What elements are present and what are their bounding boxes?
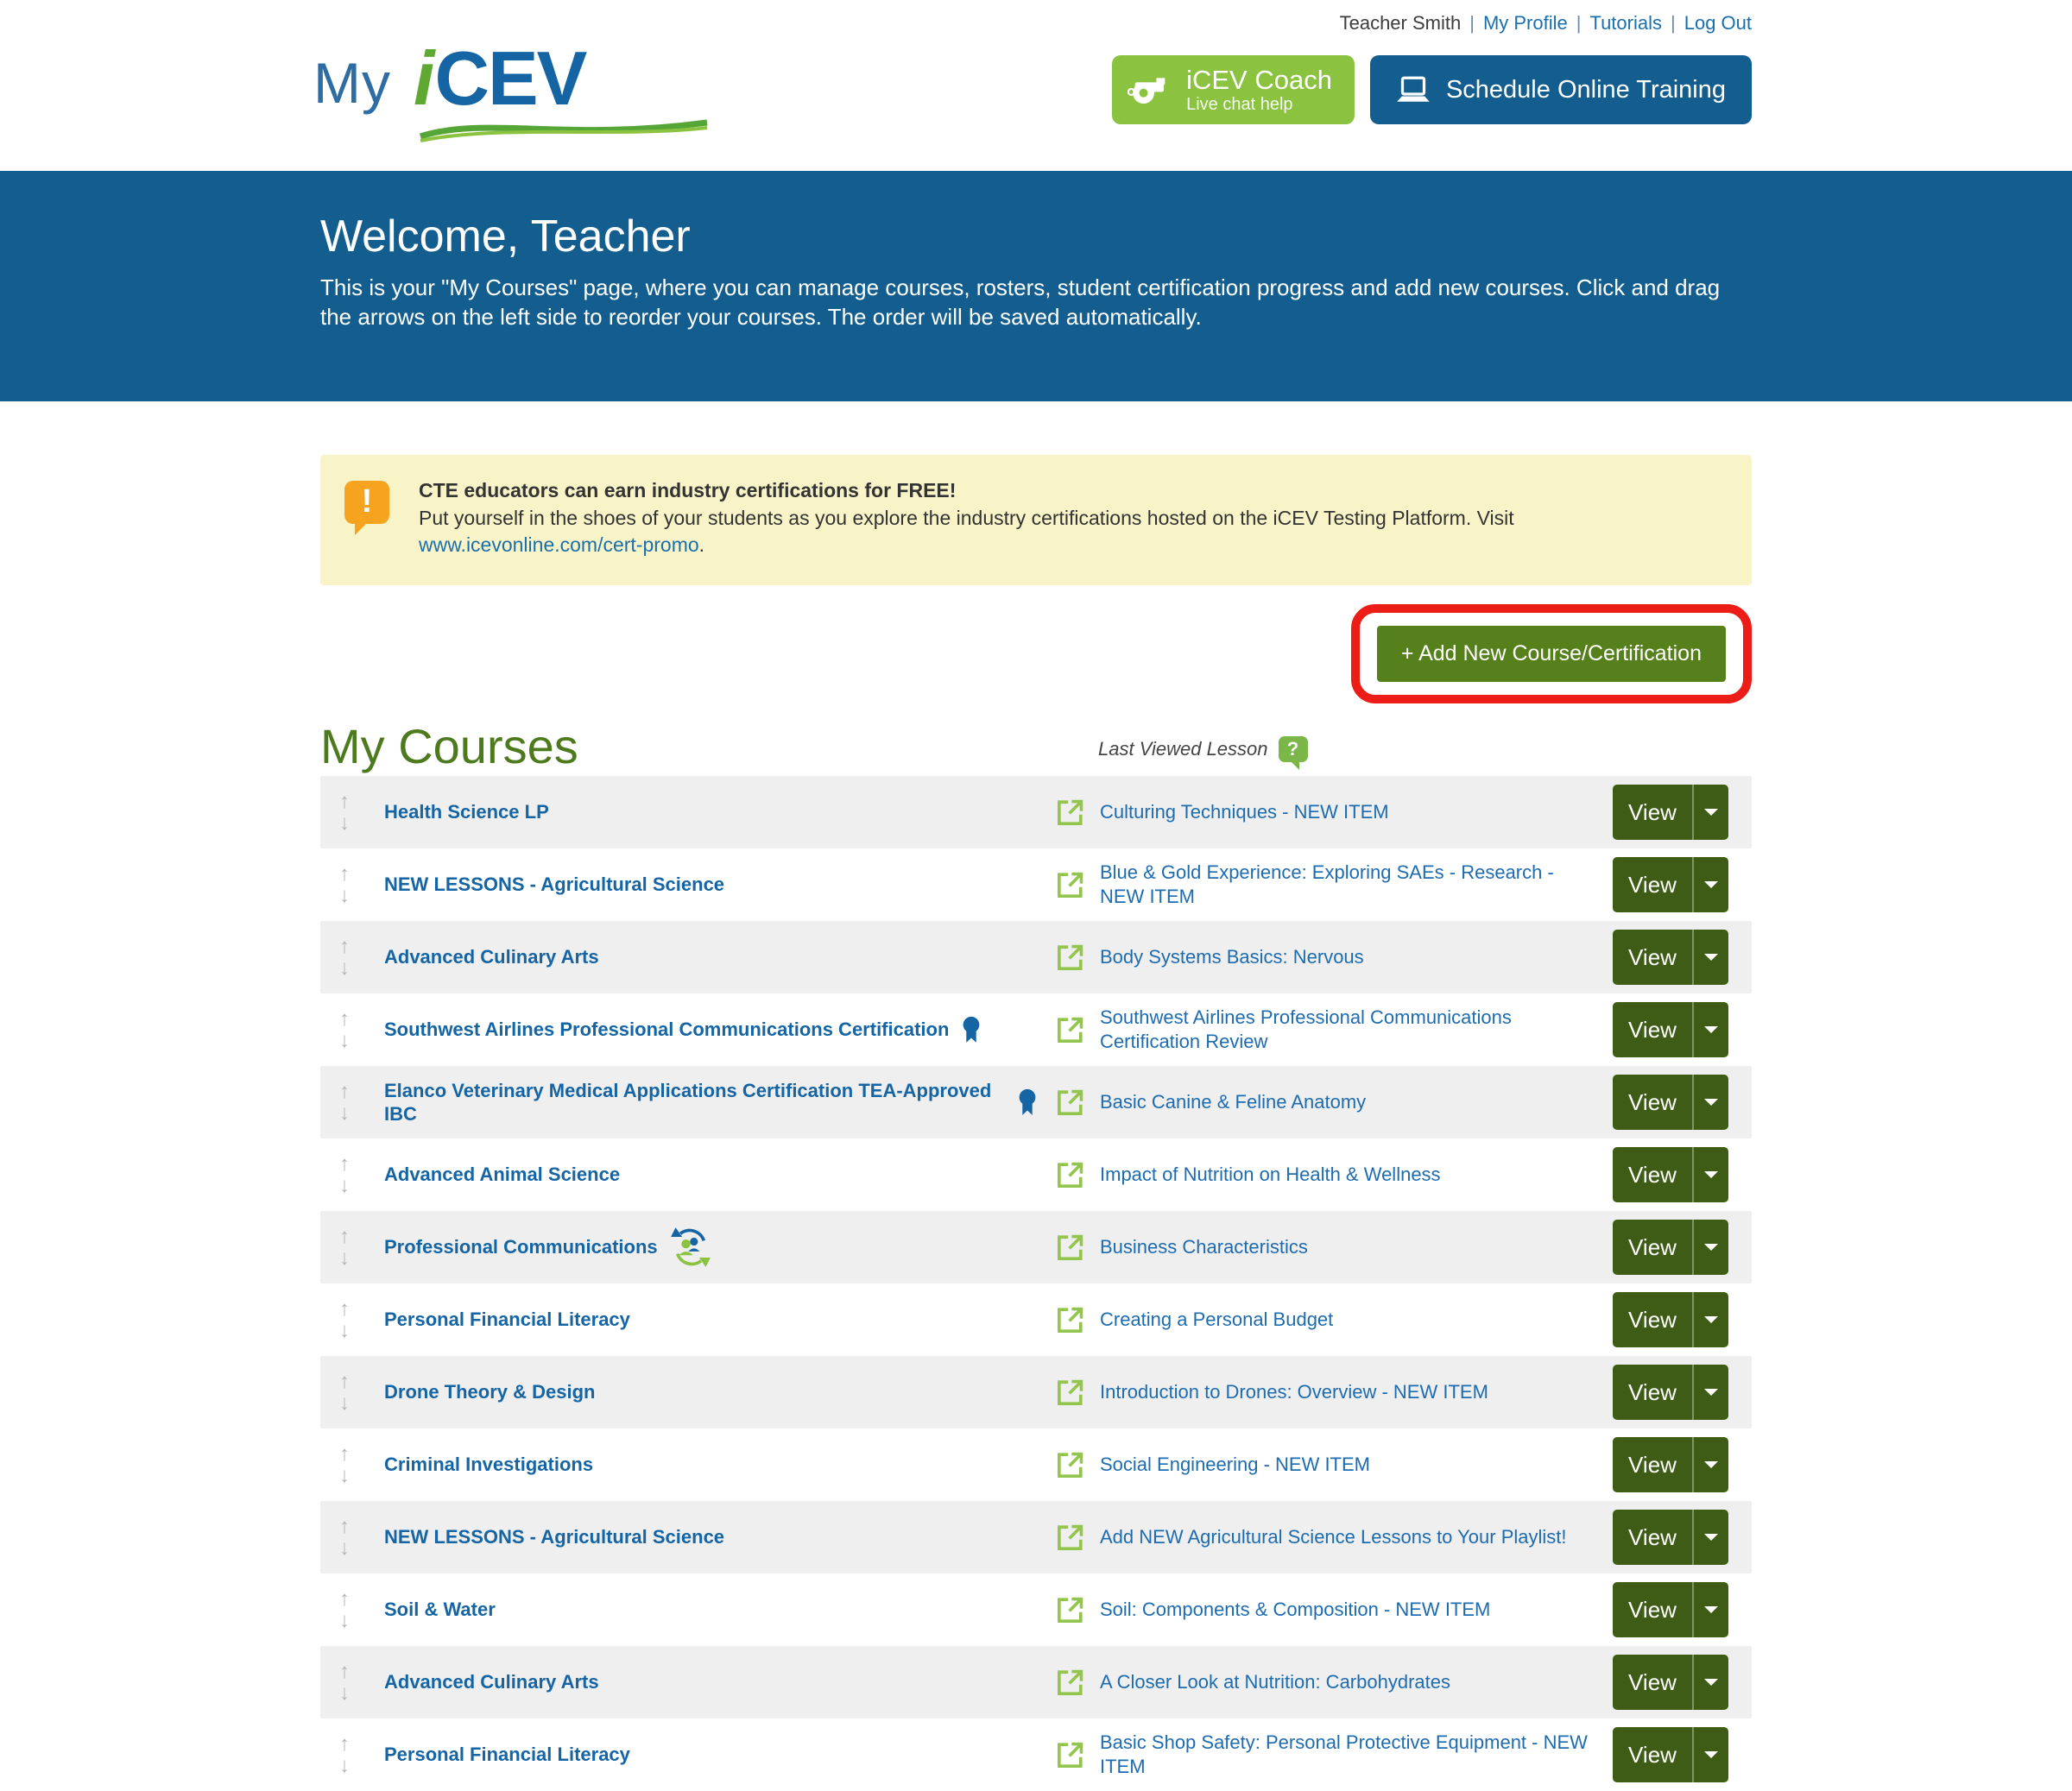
nav-link-log-out[interactable]: Log Out: [1684, 12, 1752, 34]
course-name-link[interactable]: Advanced Culinary Arts: [384, 946, 599, 968]
move-up-arrow-icon: ↑: [339, 1587, 350, 1611]
view-dropdown-button[interactable]: [1692, 1365, 1728, 1420]
last-viewed-lesson-link[interactable]: Business Characteristics: [1100, 1235, 1308, 1258]
reorder-drag-handle[interactable]: [320, 1081, 384, 1124]
course-row: [320, 848, 1752, 921]
course-name-link[interactable]: Professional Communications: [384, 1236, 658, 1258]
page-header: [0, 0, 2072, 171]
external-link-icon[interactable]: [1055, 797, 1086, 828]
course-name-link[interactable]: Personal Financial Literacy: [384, 1309, 630, 1331]
last-viewed-lesson-link[interactable]: Creating a Personal Budget: [1100, 1308, 1334, 1330]
view-button-group: [1613, 1437, 1728, 1492]
reorder-drag-handle[interactable]: [320, 1226, 384, 1269]
nav-separator: |: [1576, 12, 1582, 34]
view-button[interactable]: View: [1613, 1655, 1692, 1710]
view-button-group: [1613, 1582, 1728, 1637]
view-button-group: [1613, 1365, 1728, 1420]
move-down-arrow-icon: ↓: [339, 1754, 350, 1778]
caret-down-icon: [1704, 1606, 1718, 1620]
caret-down-icon: [1704, 881, 1718, 895]
certification-ribbon-icon: [961, 1016, 982, 1044]
view-button-group: [1613, 1655, 1728, 1710]
caret-down-icon: [1704, 1316, 1718, 1330]
move-up-arrow-icon: ↑: [339, 1007, 350, 1031]
external-link-icon[interactable]: [1055, 1667, 1086, 1698]
view-button[interactable]: View: [1613, 1075, 1692, 1130]
nav-link-tutorials[interactable]: Tutorials: [1589, 12, 1662, 34]
last-viewed-lesson-label: Last Viewed Lesson: [1098, 738, 1268, 760]
schedule-training-button[interactable]: [1370, 55, 1752, 124]
course-row: [320, 993, 1752, 1066]
last-viewed-lesson-link[interactable]: Body Systems Basics: Nervous: [1100, 945, 1364, 968]
view-button[interactable]: View: [1613, 1002, 1692, 1057]
certification-ribbon-icon: [1017, 1088, 1038, 1116]
logo-swoosh-graphic: [417, 114, 711, 145]
move-up-arrow-icon: ↑: [339, 1225, 350, 1249]
reorder-drag-handle[interactable]: [320, 1733, 384, 1776]
view-button-group: [1613, 857, 1728, 912]
last-viewed-lesson-link[interactable]: Culturing Techniques - NEW ITEM: [1100, 800, 1389, 823]
course-name-link[interactable]: Criminal Investigations: [384, 1454, 594, 1476]
view-button[interactable]: View: [1613, 1437, 1692, 1492]
view-button-group: [1613, 1292, 1728, 1347]
external-link-icon[interactable]: [1055, 1739, 1086, 1770]
laptop-icon: [1396, 75, 1431, 104]
last-viewed-lesson-link[interactable]: Add NEW Agricultural Science Lessons to Your Playlist!: [1100, 1525, 1567, 1548]
move-down-arrow-icon: ↓: [339, 1319, 350, 1343]
course-name-link[interactable]: Drone Theory & Design: [384, 1381, 596, 1403]
view-button[interactable]: View: [1613, 1220, 1692, 1275]
alert-body: Put yourself in the shoes of your students as you explore the industry certifications hosted on the iCEV Testing Platform. Visit: [419, 506, 1514, 529]
move-down-arrow-icon: ↓: [339, 1464, 350, 1488]
logo-cev-text: CEV: [434, 35, 586, 121]
last-viewed-lesson-link[interactable]: Introduction to Drones: Overview - NEW ITEM: [1100, 1380, 1488, 1403]
move-down-arrow-icon: ↓: [339, 811, 350, 836]
last-viewed-lesson-link[interactable]: Basic Shop Safety: Personal Protective Equipment - NEW ITEM: [1100, 1731, 1588, 1778]
view-button-group: [1613, 1147, 1728, 1202]
caret-down-icon: [1704, 954, 1718, 968]
course-row: [320, 1718, 1752, 1791]
move-up-arrow-icon: ↑: [339, 1297, 350, 1321]
course-row: [320, 1211, 1752, 1283]
view-button-group: [1613, 785, 1728, 840]
external-link-icon[interactable]: [1055, 1014, 1086, 1045]
welcome-banner: [0, 171, 2072, 401]
course-name-link[interactable]: Soil & Water: [384, 1599, 496, 1621]
external-link-icon[interactable]: [1055, 1304, 1086, 1335]
course-name-link[interactable]: Health Science LP: [384, 801, 549, 823]
course-name-link[interactable]: Advanced Culinary Arts: [384, 1671, 599, 1693]
external-link-icon[interactable]: [1055, 942, 1086, 973]
caret-down-icon: [1704, 1461, 1718, 1475]
course-row: [320, 921, 1752, 993]
reorder-drag-handle[interactable]: [320, 791, 384, 834]
view-dropdown-button[interactable]: [1692, 1727, 1728, 1782]
move-down-arrow-icon: ↓: [339, 1174, 350, 1198]
last-viewed-lesson-link[interactable]: Blue & Gold Experience: Exploring SAEs - Research - NEW ITEM: [1100, 861, 1554, 908]
help-question-icon[interactable]: ?: [1279, 736, 1308, 762]
alert-heading: CTE educators can earn industry certifications for FREE!: [419, 479, 957, 501]
last-viewed-lesson-link[interactable]: Basic Canine & Feline Anatomy: [1100, 1090, 1367, 1113]
logo-i-text: i: [413, 35, 435, 121]
view-dropdown-button[interactable]: [1692, 1437, 1728, 1492]
alert-exclamation-icon: !: [344, 481, 389, 524]
view-button[interactable]: View: [1613, 1147, 1692, 1202]
move-down-arrow-icon: ↓: [339, 1391, 350, 1416]
external-link-icon[interactable]: [1055, 1522, 1086, 1553]
caret-down-icon: [1704, 1099, 1718, 1113]
view-button[interactable]: View: [1613, 1582, 1692, 1637]
view-dropdown-button[interactable]: [1692, 930, 1728, 985]
icev-coach-button[interactable]: [1112, 55, 1355, 124]
move-up-arrow-icon: ↑: [339, 1080, 350, 1104]
course-name-link[interactable]: NEW LESSONS - Agricultural Science: [384, 873, 725, 896]
course-row: [320, 1428, 1752, 1501]
reorder-drag-handle[interactable]: [320, 1443, 384, 1486]
welcome-description: This is your "My Courses" page, where you can manage courses, rosters, student certification progress and add new courses. Click and drag the arrows on the left side to reorder your courses. The order will be saved automatically.: [320, 274, 1721, 331]
course-row: [320, 1283, 1752, 1356]
move-down-arrow-icon: ↓: [339, 1681, 350, 1706]
course-name-link[interactable]: Elanco Veterinary Medical Applications Certification TEA-Approved IBC: [384, 1079, 992, 1126]
view-dropdown-button[interactable]: [1692, 1292, 1728, 1347]
course-name-link[interactable]: Southwest Airlines Professional Communications Certification: [384, 1018, 950, 1041]
view-button[interactable]: View: [1613, 930, 1692, 985]
move-down-arrow-icon: ↓: [339, 1101, 350, 1126]
cert-promo-alert: [320, 455, 1752, 585]
external-link-icon[interactable]: [1055, 1377, 1086, 1408]
move-down-arrow-icon: ↓: [339, 956, 350, 981]
reorder-drag-handle[interactable]: [320, 1298, 384, 1341]
alert-suffix: .: [698, 533, 705, 557]
myicev-logo: [313, 35, 585, 123]
view-button[interactable]: View: [1613, 785, 1692, 840]
view-dropdown-button[interactable]: [1692, 1655, 1728, 1710]
welcome-title: Welcome, Teacher: [320, 211, 691, 262]
view-dropdown-button[interactable]: [1692, 1510, 1728, 1565]
schedule-button-label: Schedule Online Training: [1445, 75, 1726, 104]
course-row: [320, 1501, 1752, 1573]
nav-separator: |: [1469, 12, 1475, 34]
caret-down-icon: [1704, 809, 1718, 823]
view-button-group: [1613, 1510, 1728, 1565]
user-name: Teacher Smith: [1339, 12, 1462, 34]
course-row: [320, 776, 1752, 848]
whistle-icon: [1128, 73, 1172, 107]
course-row: [320, 1138, 1752, 1211]
add-new-course-button[interactable]: + Add New Course/Certification: [1377, 626, 1726, 682]
view-dropdown-button[interactable]: [1692, 1220, 1728, 1275]
move-up-arrow-icon: ↑: [339, 1370, 350, 1394]
caret-down-icon: [1704, 1389, 1718, 1403]
move-up-arrow-icon: ↑: [339, 935, 350, 959]
view-button-group: [1613, 930, 1728, 985]
reorder-drag-handle[interactable]: [320, 1153, 384, 1196]
nav-link-my-profile[interactable]: My Profile: [1482, 12, 1568, 34]
view-button[interactable]: View: [1613, 1292, 1692, 1347]
move-up-arrow-icon: ↑: [339, 1660, 350, 1684]
course-row: [320, 1066, 1752, 1138]
view-button[interactable]: View: [1613, 1365, 1692, 1420]
coach-button-title: iCEV Coach: [1186, 64, 1332, 95]
last-viewed-lesson-link[interactable]: A Closer Look at Nutrition: Carbohydrates: [1100, 1670, 1450, 1693]
move-up-arrow-icon: ↑: [339, 790, 350, 814]
view-button[interactable]: View: [1613, 857, 1692, 912]
move-down-arrow-icon: ↓: [339, 884, 350, 908]
course-refresh-people-icon: [670, 1227, 711, 1268]
reorder-drag-handle[interactable]: [320, 1008, 384, 1051]
caret-down-icon: [1704, 1244, 1718, 1258]
view-button-group: [1613, 1220, 1728, 1275]
view-button-group: [1613, 1002, 1728, 1057]
red-highlight-annotation: [1351, 604, 1752, 703]
move-up-arrow-icon: ↑: [339, 1442, 350, 1466]
view-button-group: [1613, 1727, 1728, 1782]
caret-down-icon: [1704, 1751, 1718, 1765]
course-list: [320, 776, 1752, 1791]
my-courses-title: My Courses: [320, 719, 578, 774]
reorder-drag-handle[interactable]: [320, 1371, 384, 1414]
external-link-icon[interactable]: [1055, 1087, 1086, 1118]
last-viewed-lesson-link[interactable]: Southwest Airlines Professional Communications Certification Review: [1100, 1006, 1512, 1053]
external-link-icon[interactable]: [1055, 1159, 1086, 1190]
last-viewed-lesson-link[interactable]: Soil: Components & Composition - NEW ITEM: [1100, 1598, 1491, 1620]
caret-down-icon: [1704, 1679, 1718, 1693]
reorder-drag-handle[interactable]: [320, 936, 384, 979]
reorder-drag-handle[interactable]: [320, 1661, 384, 1704]
course-row: [320, 1646, 1752, 1718]
coach-button-subtitle: Live chat help: [1186, 95, 1293, 115]
course-row: [320, 1573, 1752, 1646]
move-down-arrow-icon: ↓: [339, 1246, 350, 1271]
user-nav: [1340, 12, 1752, 35]
view-button[interactable]: View: [1613, 1727, 1692, 1782]
last-viewed-lesson-link[interactable]: Impact of Nutrition on Health & Wellness: [1100, 1163, 1441, 1185]
cert-promo-link[interactable]: www.icevonline.com/cert-promo: [419, 533, 699, 557]
reorder-drag-handle[interactable]: [320, 1588, 384, 1631]
move-up-arrow-icon: ↑: [339, 862, 350, 886]
caret-down-icon: [1704, 1026, 1718, 1040]
external-link-icon[interactable]: [1055, 1594, 1086, 1625]
course-name-link[interactable]: Personal Financial Literacy: [384, 1744, 630, 1766]
view-dropdown-button[interactable]: [1692, 857, 1728, 912]
external-link-icon[interactable]: [1055, 869, 1086, 900]
move-down-arrow-icon: ↓: [339, 1609, 350, 1633]
view-dropdown-button[interactable]: [1692, 1582, 1728, 1637]
view-dropdown-button[interactable]: [1692, 1075, 1728, 1130]
move-down-arrow-icon: ↓: [339, 1536, 350, 1561]
view-dropdown-button[interactable]: [1692, 1147, 1728, 1202]
reorder-drag-handle[interactable]: [320, 863, 384, 906]
logo-my-text: My: [313, 51, 391, 115]
reorder-drag-handle[interactable]: [320, 1516, 384, 1559]
view-button[interactable]: View: [1613, 1510, 1692, 1565]
course-row: [320, 1356, 1752, 1428]
caret-down-icon: [1704, 1534, 1718, 1548]
course-name-link[interactable]: Advanced Animal Science: [384, 1164, 621, 1186]
last-viewed-lesson-link[interactable]: Social Engineering - NEW ITEM: [1100, 1453, 1370, 1475]
nav-separator: |: [1671, 12, 1676, 34]
view-button-group: [1613, 1075, 1728, 1130]
move-down-arrow-icon: ↓: [339, 1029, 350, 1053]
course-name-link[interactable]: NEW LESSONS - Agricultural Science: [384, 1526, 725, 1548]
external-link-icon[interactable]: [1055, 1449, 1086, 1480]
move-up-arrow-icon: ↑: [339, 1732, 350, 1756]
view-dropdown-button[interactable]: [1692, 1002, 1728, 1057]
move-up-arrow-icon: ↑: [339, 1515, 350, 1539]
view-dropdown-button[interactable]: [1692, 785, 1728, 840]
caret-down-icon: [1704, 1171, 1718, 1185]
move-up-arrow-icon: ↑: [339, 1152, 350, 1176]
external-link-icon[interactable]: [1055, 1232, 1086, 1263]
